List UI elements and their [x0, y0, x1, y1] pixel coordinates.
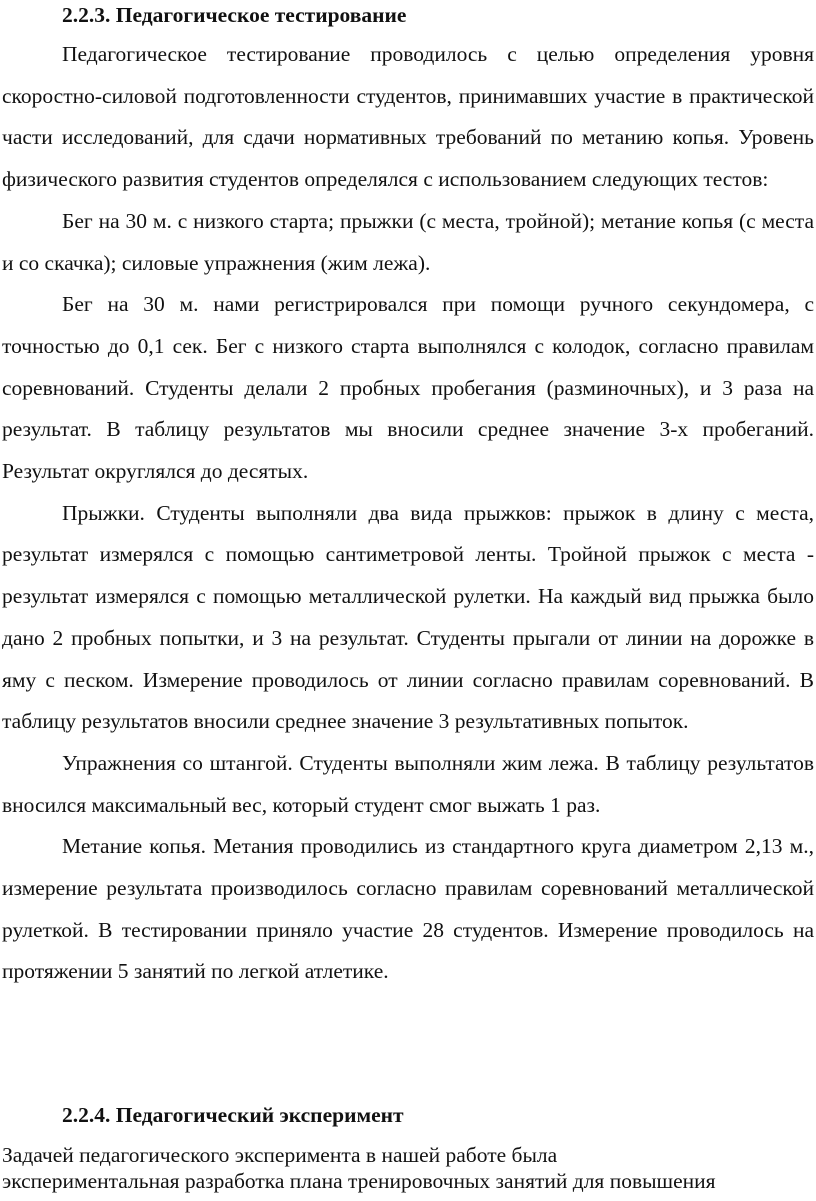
section-body-testing: [2, 34, 814, 993]
section-heading-experiment: 2.2.4. Педагогический эксперимент: [62, 1103, 404, 1127]
experiment-line-2: экспериментальная разработка плана тренировочных занятий для повышения: [2, 1169, 716, 1193]
paragraph-run-30m: Бег на 30 м. нами регистрировался при помощи ручного секундомера, с точностью до 0,1 сек. Бег с низкого старта выполнялся с колодок, согласно правилам соревнований. Студенты делали 2 пробных пробегания (разминочных), и 3 раза на результат. В таблицу результатов мы вносили среднее значение 3-х пробеганий. Результат округлялся до десятых.: [2, 292, 814, 484]
paragraph-javelin: Метание копья. Метания проводились из стандартного круга диаметром 2,13 м., измерение результата производилось согласно правилам соревнований металлической рулеткой. В тестировании приняло участие 28 студентов. Измерение проводилось на протяжении 5 занятий по легкой атлетике.: [2, 834, 814, 984]
paragraph-barbell: Упражнения со штангой. Студенты выполняли жим лежа. В таблицу результатов вносился максимальный вес, который студент смог выжать 1 раз.: [2, 750, 814, 817]
experiment-line-1: Задачей педагогического эксперимента в нашей работе была: [2, 1143, 558, 1167]
paragraph-tests-list: Бег на 30 м. с низкого старта; прыжки (с места, тройной); метание копья (с места и со скачка); силовые упражнения (жим лежа).: [2, 208, 814, 275]
section-heading-testing: 2.2.3. Педагогическое тестирование: [62, 3, 407, 27]
paragraph-jumps: Прыжки. Студенты выполняли два вида прыжков: прыжок в длину с места, результат измерялся с помощью сантиметровой ленты. Тройной прыжок с места - результат измерялся с помощью металлической рулетки. На каждый вид прыжка было дано 2 пробных попытки, и 3 на результат. Студенты прыгали от линии на дорожке в яму с песком. Измерение проводилось от линии согласно правилам соревнований. В таблицу результатов вносили среднее значение 3 результативных попыток.: [2, 500, 814, 734]
paragraph-purpose: Педагогическое тестирование проводилось с целью определения уровня скоростно-силовой подготовленности студентов, принимавших участие в практической части исследований, для сдачи нормативных требований по метанию копья. Уровень физического развития студентов определялся с использованием следующих тестов:: [2, 42, 814, 192]
